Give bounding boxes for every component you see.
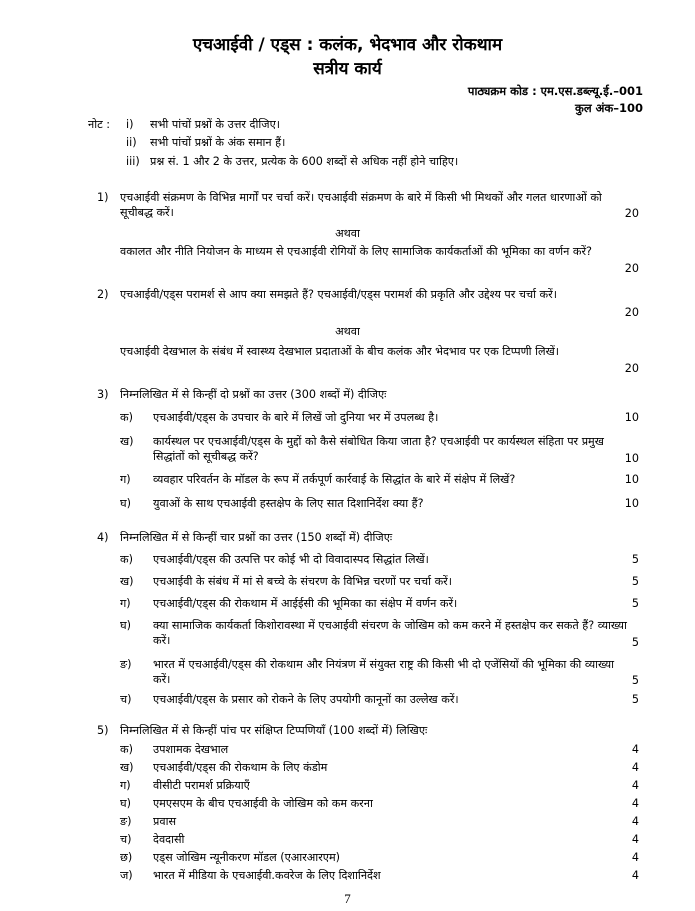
- page-title: एचआईवी / एड्स : कलंक, भेदभाव और रोकथाम: [192, 35, 503, 55]
- page-number: 7: [344, 891, 351, 906]
- q2-number: 2): [97, 288, 109, 301]
- q4-item-text: एचआईवी के संबंध में मां से बच्चे के संचरण के विभिन्न चरणों पर चर्चा करें।: [153, 575, 452, 588]
- q5-item-label: ङ): [120, 815, 132, 828]
- q2-alt-marks: 20: [624, 362, 639, 375]
- q5-item-label: ग): [120, 779, 131, 792]
- q5-item-marks: 4: [631, 797, 639, 810]
- q2-marks: 20: [624, 306, 639, 319]
- q3-item-label: क): [120, 411, 133, 424]
- q4-text: निम्नलिखित में से किन्हीं चार प्रश्नों का उत्तर (150 शब्दों में) दीजिएः: [120, 531, 393, 544]
- q5-item-marks: 4: [631, 761, 639, 774]
- q2-alt-text: एचआईवी देखभाल के संबंध में स्वास्थ्य देखभाल प्रदाताओं के बीच कलंक और भेदभाव पर एक टिप्पणी लिखें।: [120, 345, 560, 358]
- q5-number: 5): [97, 724, 109, 737]
- q5-item-label: ज): [120, 869, 133, 882]
- q5-item-marks: 4: [631, 815, 639, 828]
- q4-item-label: च): [120, 693, 132, 706]
- q5-item-marks: 4: [631, 869, 639, 882]
- q4-item-marks: 5: [631, 636, 639, 649]
- q5-item-label: घ): [120, 797, 131, 810]
- q5-text: निम्नलिखित में से किन्हीं पांच पर संक्षिप्त टिप्पणियाँ (100 शब्दों में) लिखिएः: [120, 724, 428, 737]
- q3-item-text: युवाओं के साथ एचआईवी हस्तक्षेप के लिए सात दिशानिर्देश क्या हैं?: [153, 497, 424, 510]
- q3-item-label: ग): [120, 473, 131, 486]
- total-marks: कुल अंक–100: [574, 101, 643, 115]
- q5-item-marks: 4: [631, 743, 639, 756]
- q2-text: एचआईवी/एड्स परामर्श से आप क्या समझते हैं? एचआईवी/एड्स परामर्श की प्रकृति और उद्देश्य पर चर्चा करें।: [120, 288, 557, 301]
- q4-item-marks: 5: [631, 575, 639, 588]
- q1-text: एचआईवी संक्रमण के विभिन्न मार्गों पर चर्चा करें। एचआईवी संक्रमण के बारे में किसी भी मिथकों और गलत धारणाओं को सूचीबद्ध करें।: [120, 191, 602, 219]
- q3-item-text: व्यवहार परिवर्तन के मॉडल के रूप में तर्कपूर्ण कार्रवाई के सिद्धांत के बारे में संक्षेप में लिखें?: [153, 473, 516, 486]
- q5-item-text: भारत में मीडिया के एचआईवी.कवरेज के लिए दिशानिर्देश: [153, 869, 381, 882]
- q4-item-marks: 5: [631, 693, 639, 706]
- q5-item-label: क): [120, 743, 133, 756]
- q4-item-marks: 5: [631, 553, 639, 566]
- q4-item-text: एचआईवी/एड्स के प्रसार को रोकने के लिए उपयोगी कानूनों का उल्लेख करें।: [153, 693, 459, 706]
- q1-number: 1): [97, 191, 109, 204]
- q5-item-marks: 4: [631, 851, 639, 864]
- q4-number: 4): [97, 531, 109, 544]
- q5-item-marks: 4: [631, 833, 639, 846]
- note-label: नोट :: [88, 118, 111, 131]
- note-num-2: ii): [126, 136, 137, 149]
- q1-or-label: अथवा: [335, 227, 360, 240]
- q5-item-text: एचआईवी/एड्स की रोकथाम के लिए कंडोम: [153, 761, 328, 774]
- q3-item-text: कार्यस्थल पर एचआईवी/एड्स के मुद्दों को कैसे संबोधित किया जाता है? एचआईवी पर कार्यस्थल संहिता पर प्रमुख सिद्धांतों को सूचीबद्ध करें?: [153, 435, 604, 463]
- note-text-1: सभी पांचों प्रश्नों के उत्तर दीजिए।: [150, 118, 281, 131]
- note-num-3: iii): [126, 155, 140, 168]
- q3-text: निम्नलिखित में से किन्हीं दो प्रश्नों का उत्तर (300 शब्दों में) दीजिएः: [120, 388, 387, 401]
- q4-item-label: ङ): [120, 658, 132, 671]
- course-code: पाठ्यक्रम कोड : एम.एस.डब्ल्यू.ई.–001: [467, 84, 643, 98]
- q5-item-label: ख): [120, 761, 134, 774]
- q3-item-marks: 10: [624, 497, 639, 510]
- q3-item-label: घ): [120, 497, 131, 510]
- q1-alt-text: वकालत और नीति नियोजन के माध्यम से एचआईवी रोगियों के लिए सामाजिक कार्यकर्ताओं की भूमिका का वर्णन करें?: [120, 245, 592, 258]
- q3-item-label: ख): [120, 435, 134, 448]
- q5-item-text: प्रवास: [153, 815, 177, 828]
- q5-item-marks: 4: [631, 779, 639, 792]
- q4-item-text: भारत में एचआईवी/एड्स की रोकथाम और नियंत्रण में संयुक्त राष्ट्र की किसी भी दो एजेंसियों की भूमिका की व्याख्या करें।: [153, 658, 614, 686]
- q1-alt-marks: 20: [624, 262, 639, 275]
- q4-item-marks: 5: [631, 674, 639, 687]
- q4-item-label: ग): [120, 597, 131, 610]
- q1-marks: 20: [624, 207, 639, 220]
- q3-item-marks: 10: [624, 452, 639, 465]
- note-text-3: प्रश्न सं. 1 और 2 के उत्तर, प्रत्येक के 600 शब्दों से अधिक नहीं होने चाहिए।: [150, 155, 459, 168]
- q5-item-label: च): [120, 833, 132, 846]
- q2-or-label: अथवा: [335, 325, 360, 338]
- q5-item-text: एड्स जोखिम न्यूनीकरण मॉडल (एआरआरएम): [153, 851, 341, 864]
- q4-item-text: एचआईवी/एड्स की रोकथाम में आईईसी की भूमिका का संक्षेप में वर्णन करें।: [153, 597, 458, 610]
- q3-item-marks: 10: [624, 473, 639, 486]
- q3-number: 3): [97, 388, 109, 401]
- q4-item-label: घ): [120, 619, 131, 632]
- q3-item-text: एचआईवी/एड्स के उपचार के बारे में लिखें जो दुनिया भर में उपलब्ध है।: [153, 411, 439, 424]
- q4-item-text: क्या सामाजिक कार्यकर्ता किशोरावस्था में एचआईवी संचरण के जोखिम को कम करने में हस्तक्षेप कर सकते हैं? व्याख्या करें।: [153, 619, 627, 647]
- q4-item-label: ख): [120, 575, 134, 588]
- q4-item-label: क): [120, 553, 133, 566]
- q4-item-text: एचआईवी/एड्स की उत्पत्ति पर कोई भी दो विवादास्पद सिद्धांत लिखें।: [153, 553, 429, 566]
- note-num-1: i): [126, 118, 134, 131]
- note-text-2: सभी पांचों प्रश्नों के अंक समान हैं।: [150, 136, 286, 149]
- q3-item-marks: 10: [624, 411, 639, 424]
- q4-item-marks: 5: [631, 597, 639, 610]
- q5-item-text: एमएसएम के बीच एचआईवी के जोखिम को कम करना: [153, 797, 373, 810]
- q5-item-label: छ): [120, 851, 133, 864]
- page-subtitle: सत्रीय कार्य: [313, 59, 382, 79]
- q5-item-text: वीसीटी परामर्श प्रक्रियाएँ: [153, 779, 250, 792]
- q5-item-text: देवदासी: [153, 833, 185, 846]
- q5-item-text: उपशामक देखभाल: [153, 743, 229, 756]
